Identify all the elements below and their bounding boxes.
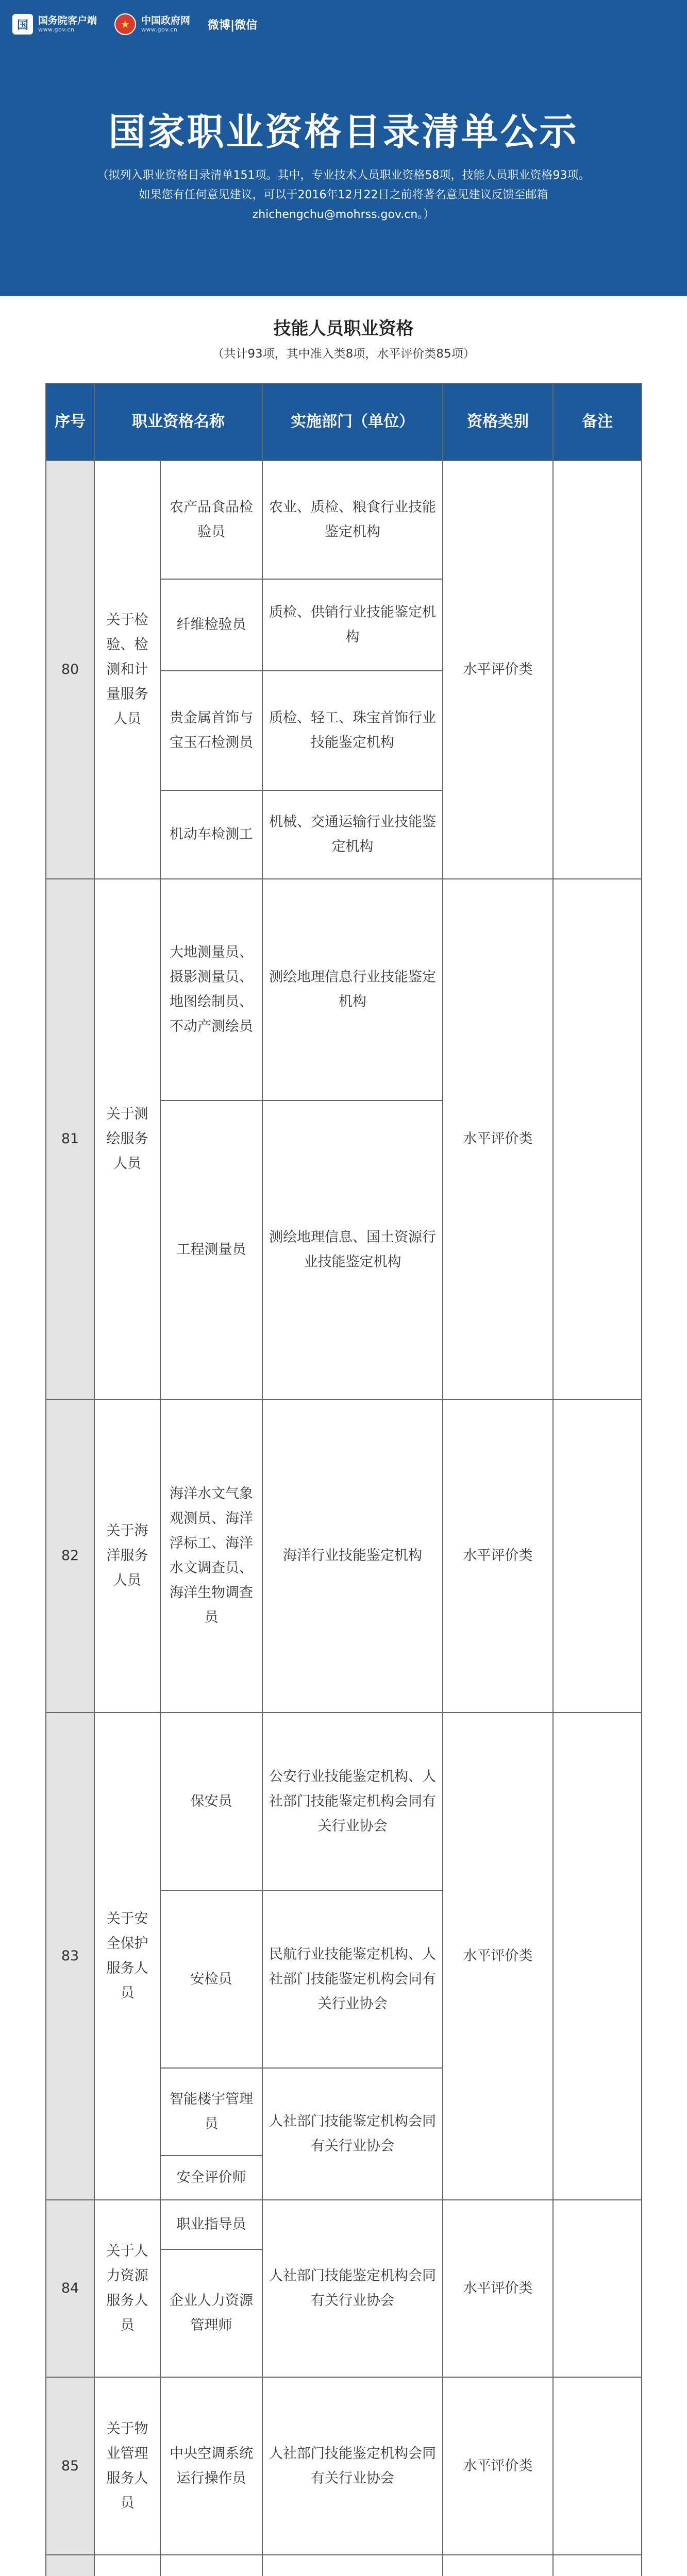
category-cell: 关于安全保护服务人员 bbox=[94, 1713, 160, 2200]
type-cell: 水平评价类 bbox=[443, 2200, 553, 2377]
row-number: 84 bbox=[46, 2200, 94, 2377]
table-row bbox=[46, 2200, 642, 2249]
table-row bbox=[46, 1713, 642, 1890]
occupation-cell bbox=[160, 2555, 262, 2576]
note-cell bbox=[553, 2377, 642, 2555]
top-bar bbox=[12, 11, 257, 37]
department-cell: 人社部门技能鉴定机构会同有关行业协会 bbox=[262, 2377, 443, 2555]
department-cell: 质检、供销行业技能鉴定机构 bbox=[262, 579, 443, 671]
department-cell: 测绘地理信息、国土资源行业技能鉴定机构 bbox=[262, 1100, 443, 1399]
section-title: 技能人员职业资格 bbox=[273, 318, 414, 339]
note-cell bbox=[553, 2555, 642, 2576]
occupation-cell: 工程测量员 bbox=[160, 1100, 262, 1399]
table-row bbox=[46, 1399, 642, 1713]
category-cell: 关于海洋服务人员 bbox=[94, 1399, 160, 1713]
header-name: 职业资格名称 bbox=[94, 383, 262, 461]
row-number: 83 bbox=[46, 1713, 94, 2200]
occupation-cell: 海洋水文气象观测员、海洋浮标工、海洋水文调查员、海洋生物调查员 bbox=[160, 1399, 262, 1713]
page-note: （拟列入职业资格目录清单151项。其中，专业技术人员职业资格58项，技能人员职业资格93项。如果您有任何意见建议，可以于2016年12月22日之前将著名意见建议反馈至邮箱zhichengchu@mohrss.gov.cn。） bbox=[97, 169, 590, 221]
department-cell: 海洋行业技能鉴定机构 bbox=[262, 1399, 443, 1713]
header-type: 资格类别 bbox=[443, 383, 553, 461]
section-subtitle: （共计93项，其中准入类8项，水平评价类85项） bbox=[212, 347, 475, 361]
occupation-cell: 大地测量员、摄影测量员、地图绘制员、不动产测绘员 bbox=[160, 879, 262, 1100]
page-title: 国家职业资格目录清单公示 bbox=[108, 110, 579, 154]
header-banner bbox=[0, 0, 687, 296]
app-logo-text: 国务院客户端 bbox=[38, 15, 97, 26]
type-cell: 水平评价类 bbox=[443, 2377, 553, 2555]
occupation-cell: 机动车检测工 bbox=[160, 790, 262, 879]
row-number bbox=[46, 2555, 94, 2576]
table-row bbox=[46, 2555, 642, 2576]
table-row bbox=[46, 461, 642, 579]
note-cell bbox=[553, 879, 642, 1399]
occupation-cell: 企业人力资源管理师 bbox=[160, 2249, 262, 2377]
weibo-wechat-links[interactable]: 微博|微信 bbox=[208, 19, 258, 32]
row-number: 82 bbox=[46, 1399, 94, 1713]
app-logo-icon: 国 bbox=[12, 14, 33, 35]
occupation-cell: 纤维检验员 bbox=[160, 579, 262, 671]
type-cell: 水平评价类 bbox=[443, 1399, 553, 1713]
department-cell: 人社部门技能鉴定机构会同有关行业协会 bbox=[262, 2068, 443, 2200]
type-cell: 水平评价类 bbox=[443, 1713, 553, 2200]
department-cell: 民航行业技能鉴定机构、人社部门技能鉴定机构会同有关行业协会 bbox=[262, 1890, 443, 2068]
department-cell: 人社部门技能鉴定机构会同有关行业协会 bbox=[262, 2200, 443, 2377]
note-cell bbox=[553, 1399, 642, 1713]
department-cell: 农业、质检、粮食行业技能鉴定机构 bbox=[262, 461, 443, 579]
row-number: 85 bbox=[46, 2377, 94, 2555]
gov-site-name: 中国政府网 bbox=[141, 15, 191, 26]
row-number: 80 bbox=[46, 461, 94, 879]
note-cell bbox=[553, 2200, 642, 2377]
department-cell: 质检、轻工、珠宝首饰行业技能鉴定机构 bbox=[262, 671, 443, 790]
qualification-table bbox=[45, 383, 642, 2576]
gov-site-logo[interactable] bbox=[114, 13, 190, 35]
gov-site-url: www.gov.cn bbox=[141, 26, 178, 33]
type-cell: 水平评价类 bbox=[443, 879, 553, 1399]
occupation-cell: 保安员 bbox=[160, 1713, 262, 1890]
national-emblem-icon: ★ bbox=[114, 13, 136, 35]
department-cell: 测绘地理信息行业技能鉴定机构 bbox=[262, 879, 443, 1100]
header-note: 备注 bbox=[553, 383, 642, 461]
category-cell: 关于人力资源服务人员 bbox=[94, 2200, 160, 2377]
state-council-app-logo[interactable] bbox=[12, 14, 97, 35]
category-cell: 关于检验、检测和计量服务人员 bbox=[94, 461, 160, 879]
header-dept: 实施部门（单位） bbox=[262, 383, 443, 461]
category-cell: 关于测绘服务人员 bbox=[94, 879, 160, 1399]
note-cell bbox=[553, 1713, 642, 2200]
type-cell bbox=[443, 2555, 553, 2576]
occupation-cell: 农产品食品检验员 bbox=[160, 461, 262, 579]
note-cell bbox=[553, 461, 642, 879]
occupation-cell: 安检员 bbox=[160, 1890, 262, 2068]
occupation-cell: 职业指导员 bbox=[160, 2200, 262, 2249]
occupation-cell: 中央空调系统运行操作员 bbox=[160, 2377, 262, 2555]
table-row bbox=[46, 2377, 642, 2555]
table-row bbox=[46, 879, 642, 1100]
header-seq: 序号 bbox=[46, 383, 94, 461]
category-cell: 关于物业管理服务人员 bbox=[94, 2377, 160, 2555]
category-cell bbox=[94, 2555, 160, 2576]
department-cell: 公安行业技能鉴定机构、人社部门技能鉴定机构会同有关行业协会 bbox=[262, 1713, 443, 1890]
row-number: 81 bbox=[46, 879, 94, 1399]
occupation-cell: 智能楼宇管理员 bbox=[160, 2068, 262, 2156]
app-logo-subtext: www.gov.cn bbox=[38, 26, 75, 33]
department-cell bbox=[262, 2555, 443, 2576]
type-cell: 水平评价类 bbox=[443, 461, 553, 879]
occupation-cell: 安全评价师 bbox=[160, 2156, 262, 2200]
department-cell: 机械、交通运输行业技能鉴定机构 bbox=[262, 790, 443, 879]
table-header-row bbox=[46, 383, 642, 461]
occupation-cell: 贵金属首饰与宝玉石检测员 bbox=[160, 671, 262, 790]
